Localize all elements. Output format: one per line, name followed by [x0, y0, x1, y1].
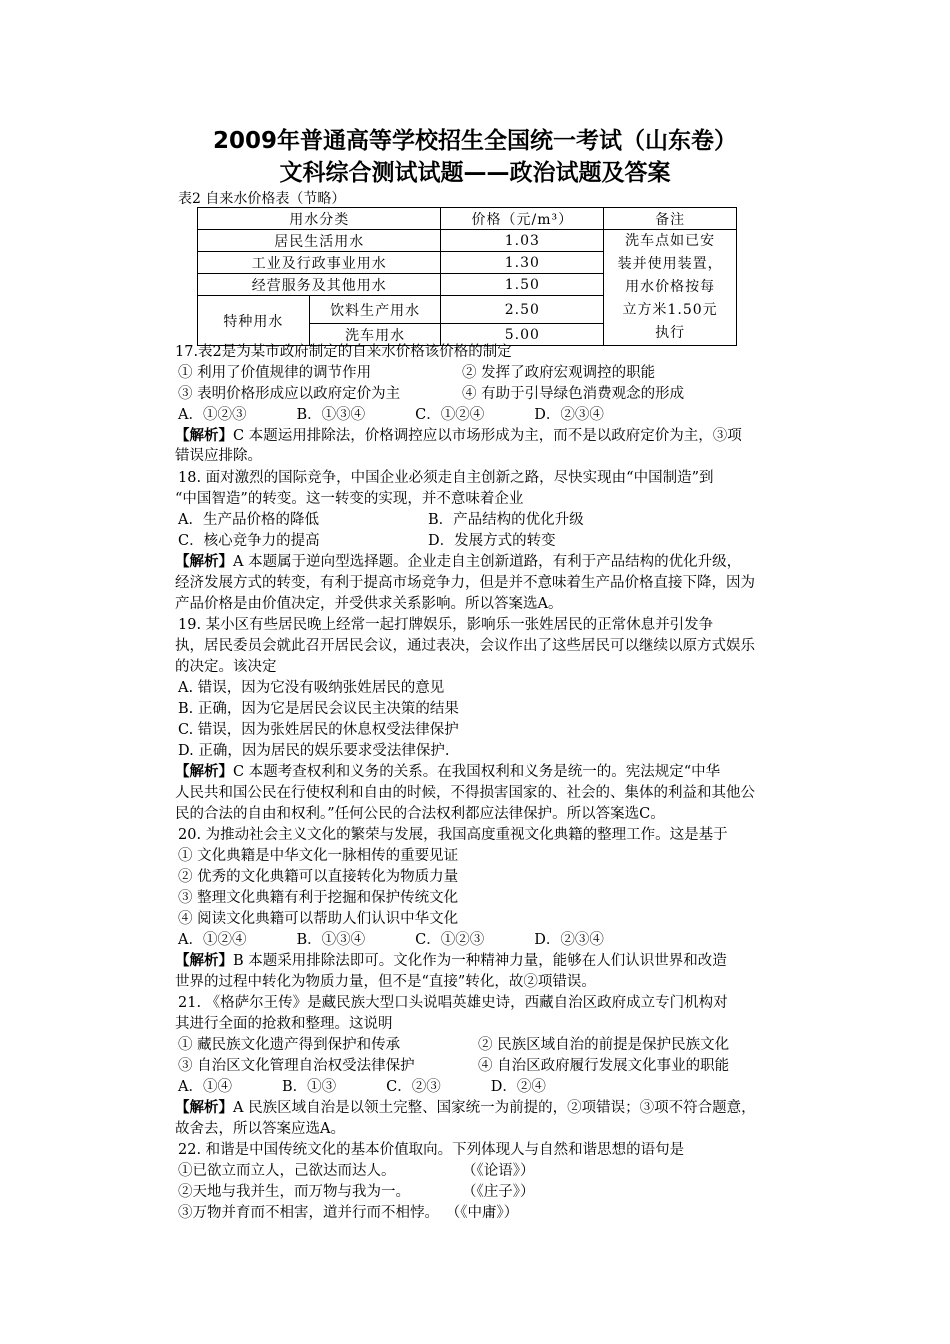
statement: ① 藏民族文化遗产得到保护和传承 — [178, 1037, 401, 1053]
analysis-tag: 【解析】 — [175, 553, 233, 570]
q17-analysis-line-1 — [175, 426, 742, 446]
q20-statement-4: ④ 阅读文化典籍可以帮助人们认识中华文化 — [178, 911, 459, 927]
choice-c: C．核心竞争力的提高 — [178, 533, 320, 549]
q18-stem-line-2: “中国智造”的转变。这一转变的实现，并不意味着企业 — [175, 491, 524, 507]
water-price-table — [197, 207, 737, 346]
statement: ③ 自治区文化管理自治权受法律保护 — [178, 1058, 415, 1074]
q17-choices — [178, 405, 654, 425]
statement: ④ 自治区政府履行发展文化事业的职能 — [478, 1058, 730, 1074]
q19-stem-line-1: 19. 某小区有些居民晚上经常一起打牌娱乐，影响乐一张姓居民的正常休息并引发争 — [178, 617, 714, 633]
header-category: 用水分类 — [198, 208, 441, 230]
choice-c: C．①②③ — [415, 932, 485, 948]
q22-statement-1 — [178, 1161, 535, 1181]
title-line-2: 文科综合测试试题——政治试题及答案 — [279, 160, 671, 186]
q21-stem-line-2: 其进行全面的抢救和整理。这说明 — [175, 1016, 393, 1032]
q20-statement-2: ② 优秀的文化典籍可以直接转化为物质力量 — [178, 869, 459, 885]
analysis-tag: 【解析】 — [175, 1099, 233, 1116]
q19-choice-d: D. 正确，因为居民的娱乐要求受法律保护. — [178, 743, 450, 759]
quote: ③万物并育而不相害，道并行而不相悖。 — [178, 1205, 439, 1221]
q18-analysis-line-2: 经济发展方式的转变，有利于提高市场竞争力，但是并不意味着生产品价格直接下降，因为 — [175, 575, 755, 591]
note-line: 洗车点如已安 — [625, 233, 716, 249]
table-header-row — [198, 208, 737, 230]
q18-stem-line-1: 18. 面对激烈的国际竞争，中国企业必须走自主创新之路，尽快实现由“中国制造”到 — [178, 470, 714, 486]
q21-analysis-line-2: 故舍去，所以答案应选A。 — [175, 1121, 345, 1137]
category-cell: 经营服务及其他用水 — [198, 274, 441, 296]
price-cell: 5.00 — [441, 324, 604, 346]
q21-statements-row-2 — [178, 1056, 729, 1076]
choice-d: D．②④ — [490, 1079, 546, 1095]
statement: ④ 有助于引导绿色消费观念的形成 — [462, 386, 685, 402]
quote: ①已欲立而立人，己欲达而达人。 — [178, 1163, 396, 1179]
price-cell: 1.30 — [441, 252, 604, 274]
note-line: 立方米1.50元 — [622, 302, 718, 318]
q21-stem-line-1: 21. 《格萨尔王传》是藏民族大型口头说唱英雄史诗，西藏自治区政府成立专门机构对 — [178, 995, 728, 1011]
category-cell: 工业及行政事业用水 — [198, 252, 441, 274]
q19-choice-b: B. 正确，因为它是居民会议民主决策的结果 — [178, 701, 459, 717]
choice-a: A．生产品价格的降低 — [178, 512, 319, 528]
statement: ② 发挥了政府宏观调控的职能 — [462, 365, 656, 381]
choice-c: C．②③ — [386, 1079, 441, 1095]
note-line: 用水价格按每 — [625, 279, 716, 295]
analysis-text: B 本题采用排除法即可。文化作为一种精神力量，能够在人们认识世界和改造 — [233, 953, 727, 969]
q18-choices-row-1 — [178, 510, 584, 530]
q18-choices-row-2 — [178, 531, 556, 551]
q22-statement-3 — [178, 1203, 518, 1223]
q21-analysis-line-1 — [175, 1098, 756, 1118]
quote-source: （《庄子》） — [462, 1184, 535, 1200]
quote-source: （《中庸》） — [453, 1205, 519, 1221]
price-cell: 1.50 — [441, 274, 604, 296]
choice-d: D．发展方式的转变 — [428, 533, 556, 549]
price-cell: 1.03 — [441, 230, 604, 252]
analysis-text: A 民族区域自治是以领土完整、国家统一为前提的，②项错误；③项不符合题意， — [233, 1100, 756, 1116]
choice-b: B．①③ — [281, 1079, 337, 1095]
q20-choices — [178, 930, 654, 950]
statement: ① 利用了价值规律的调节作用 — [178, 365, 372, 381]
q17-stem: 17.表2是为某市政府制定的自来水价格该价格的制定 — [175, 344, 512, 360]
price-cell: 2.50 — [441, 296, 604, 324]
header-note: 备注 — [604, 208, 737, 230]
q19-stem-line-2: 执，居民委员会就此召开居民会议，通过表决，会议作出了这些居民可以继续以原方式娱乐 — [175, 638, 755, 654]
table-row — [198, 230, 737, 252]
analysis-text: A 本题属于逆向型选择题。企业走自主创新道路，有利于产品结构的优化升级， — [233, 554, 742, 570]
q20-stem: 20. 为推动社会主义文化的繁荣与发展，我国高度重视文化典籍的整理工作。这是基于 — [178, 827, 728, 843]
q20-analysis-line-2: 世界的过程中转化为物质力量，但不是“直接”转化，故②项错误。 — [175, 974, 596, 990]
q18-analysis-line-1 — [175, 552, 741, 572]
choice-d: D．②③④ — [534, 407, 604, 423]
q19-stem-line-3: 的决定。该决定 — [175, 659, 277, 675]
quote-source: （《论语》） — [462, 1163, 535, 1179]
q17-analysis-line-2: 错误应排除。 — [175, 448, 262, 464]
q17-statements-row-2 — [178, 384, 684, 404]
analysis-tag: 【解析】 — [175, 952, 233, 969]
note-line: 装并使用装置， — [617, 256, 723, 272]
subcategory-cell: 洗车用水 — [309, 324, 441, 346]
special-group-cell: 特种用水 — [198, 296, 310, 346]
q21-choices — [178, 1077, 596, 1097]
choice-b: B．产品结构的优化升级 — [428, 512, 584, 528]
choice-a: A．①②③ — [178, 407, 247, 423]
table-caption: 表2 自来水价格表（节略） — [178, 191, 346, 207]
category-cell: 居民生活用水 — [198, 230, 441, 252]
analysis-tag: 【解析】 — [175, 427, 233, 444]
analysis-tag: 【解析】 — [175, 763, 233, 780]
q20-analysis-line-1 — [175, 951, 727, 971]
q18-analysis-line-3: 产品价格是由价值决定，并受供求关系影响。所以答案选A。 — [175, 596, 563, 612]
quote: ②天地与我并生，而万物与我为一。 — [178, 1184, 410, 1200]
note-cell — [604, 230, 737, 346]
choice-b: B．①③④ — [296, 407, 366, 423]
choice-d: D．②③④ — [534, 932, 604, 948]
q22-stem: 22. 和谐是中国传统文化的基本价值取向。下列体现人与自然和谐思想的语句是 — [178, 1142, 685, 1158]
q20-statement-3: ③ 整理文化典籍有利于挖掘和保护传统文化 — [178, 890, 459, 906]
header-price: 价格（元/m³） — [441, 208, 604, 230]
q17-statements-row-1 — [178, 363, 655, 383]
q22-statement-2 — [178, 1182, 535, 1202]
q19-analysis-line-2: 人民共和国公民在行使权利和自由的时候，不得损害国家的、社会的、集体的利益和其他公 — [175, 785, 755, 801]
subcategory-cell: 饮料生产用水 — [309, 296, 441, 324]
q19-analysis-line-3: 民的合法的自由和权利。”任何公民的合法权利都应法律保护。所以答案选C。 — [175, 806, 665, 822]
title-line-1: 2009年普通高等学校招生全国统一考试（山东卷） — [212, 128, 737, 154]
statement: ③ 表明价格形成应以政府定价为主 — [178, 386, 401, 402]
q19-choice-c: C. 错误，因为张姓居民的休息权受法律保护 — [178, 722, 459, 738]
q20-statement-1: ① 文化典籍是中华文化一脉相传的重要见证 — [178, 848, 459, 864]
q21-statements-row-1 — [178, 1035, 729, 1055]
choice-a: A．①④ — [178, 1079, 232, 1095]
note-line: 执行 — [655, 325, 686, 341]
analysis-text: C 本题运用排除法，价格调控应以市场形成为主，而不是以政府定价为主，③项 — [233, 428, 742, 444]
analysis-text: C 本题考查权利和义务的关系。在我国权利和义务是统一的。宪法规定“中华 — [233, 764, 721, 780]
choice-a: A．①②④ — [178, 932, 247, 948]
choice-c: C．①②④ — [415, 407, 485, 423]
q19-analysis-line-1 — [175, 762, 720, 782]
q19-choice-a: A. 错误，因为它没有吸纳张姓居民的意见 — [178, 680, 445, 696]
choice-b: B．①③④ — [296, 932, 366, 948]
statement: ② 民族区域自治的前提是保护民族文化 — [478, 1037, 730, 1053]
